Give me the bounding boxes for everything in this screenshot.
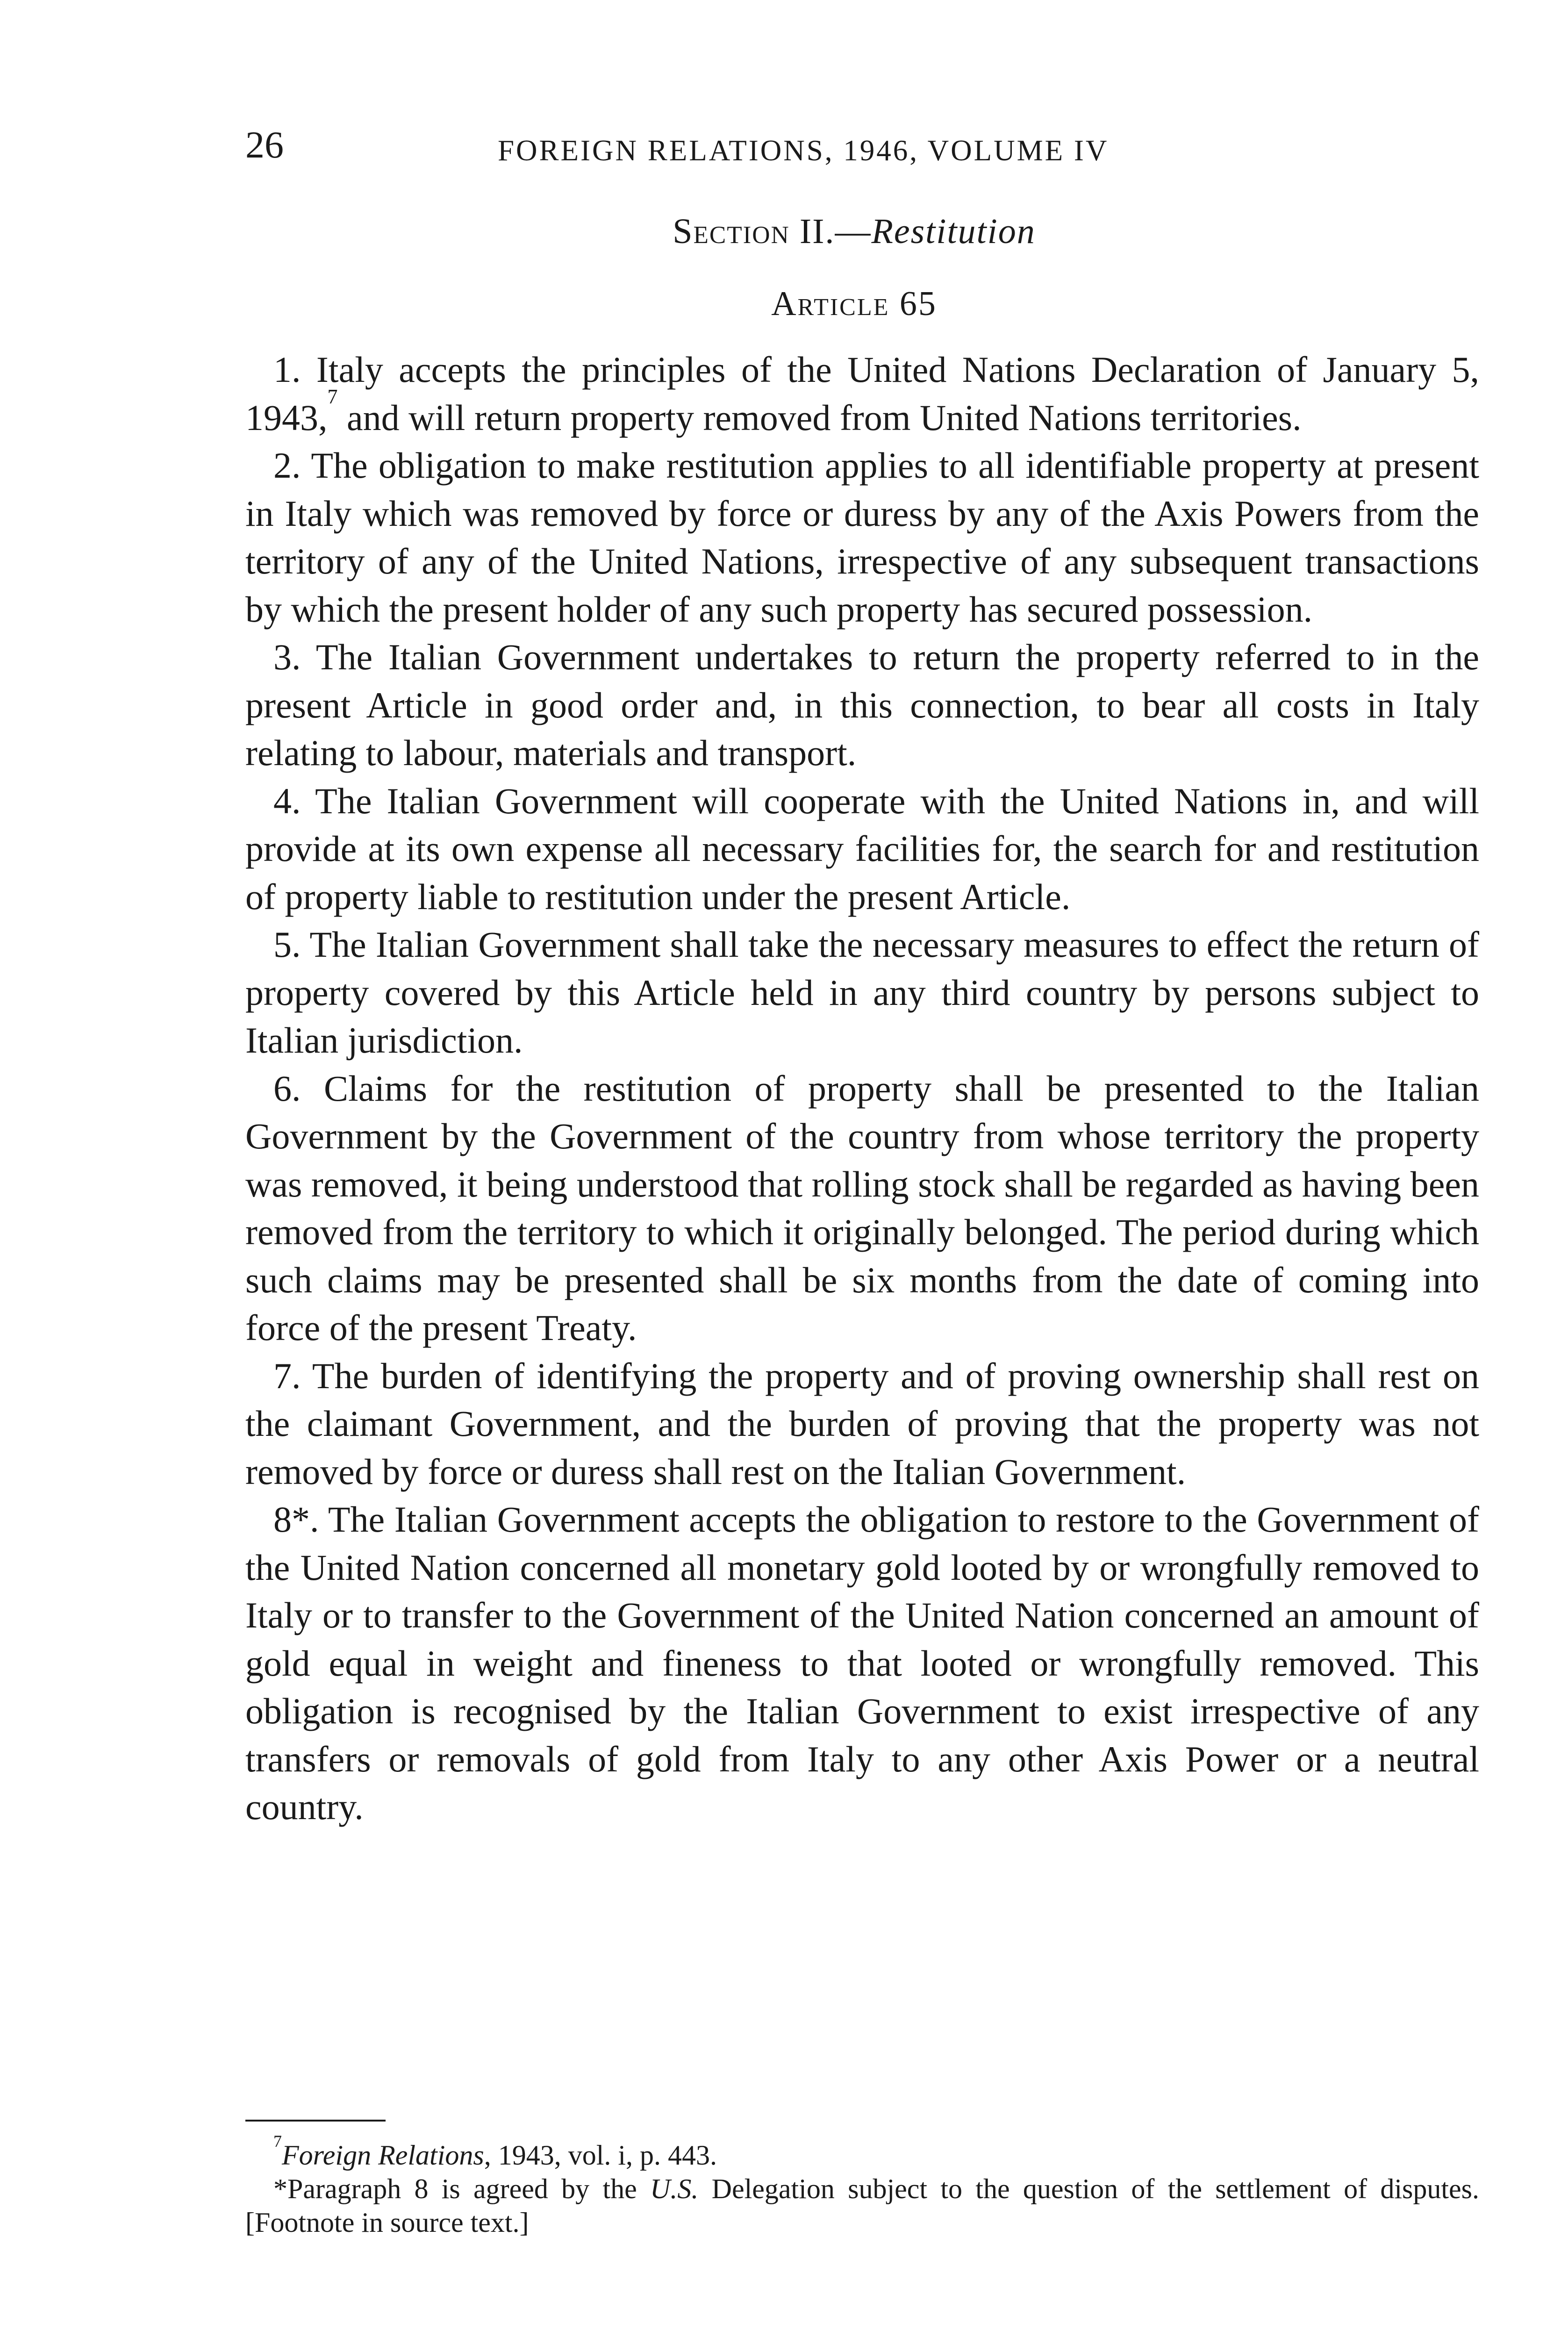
- paragraph-1-text-continued: and will return property removed from United Nations territories.: [337, 397, 1302, 438]
- footnote-star: [245, 2172, 1479, 2239]
- section-dash: —: [835, 212, 872, 251]
- paragraph-6: 6. Claims for the restitution of property shall be presented to the Italian Government by the Government of the country from whose territory the property was removed, it being understood that rolling stock shall be regarded as having been removed from the territory to which it originally belonged. The period during which such claims may be presented shall be six months from the date of coming into force of the present Treaty.: [245, 1068, 1479, 1348]
- footnote-star-us: U.S.: [650, 2173, 699, 2204]
- running-head: FOREIGN RELATIONS, 1946, VOLUME IV: [498, 134, 1109, 167]
- paragraph-7: 7. The burden of identifying the property and of proving ownership shall rest on the claimant Government, and the burden of proving that the property was not removed by force or duress shall rest on the Italian Government.: [245, 1355, 1479, 1492]
- footnote-star-text: *Paragraph 8 is agreed by the: [273, 2173, 651, 2204]
- paragraph-1-text: 1. Italy accepts the principles of the United Nations Declaration of January 5, 1943,: [245, 349, 1479, 438]
- article-heading: Article 65: [771, 285, 937, 323]
- paragraph-3: 3. The Italian Government undertakes to return the property referred to in the present Article in good order and, in this connection, to bear all costs in Italy relating to labour, materials and transport.: [245, 637, 1479, 773]
- footnote-star-text-continued: Delegation subject to the question of the settlement of disputes. [Footnote in source text.]: [245, 2173, 1480, 2238]
- article-body: [245, 346, 1479, 1831]
- page-header: [245, 122, 1479, 178]
- footnote-7-citation: , 1943, vol. i, p. 443.: [484, 2140, 717, 2171]
- paragraph-5: 5. The Italian Government shall take the necessary measures to effect the return of property covered by this Article held in any third country by persons subject to Italian jurisdiction.: [245, 924, 1479, 1061]
- footnotes: [245, 2132, 1480, 2239]
- footnote-divider: [245, 2120, 386, 2122]
- paragraph-1: [245, 346, 1479, 442]
- paragraph-8: 8*. The Italian Government accepts the obligation to restore to the Government of the United Nation concerned all monetary gold looted by or wrongfully removed to Italy or to transfer to the Government of the United Nation concerned an amount of gold equal in weight and fineness to that looted or wrongfully removed. This obligation is recognised by the Italian Government to exist irrespective of any transfers or removals of gold from Italy to any other Axis Power or a neutral country.: [245, 1499, 1479, 1827]
- footnote-ref-7: 7: [327, 385, 338, 408]
- section-label: Section II.: [673, 212, 835, 251]
- paragraph-4: 4. The Italian Government will cooperate with the United Nations in, and will provide at its own expense all necessary facilities for, the search for and restitution of property liable to restitution under the present Article.: [245, 780, 1479, 917]
- section-name: Restitution: [871, 212, 1036, 251]
- footnote-7-title: Foreign Relations: [282, 2140, 484, 2171]
- footnote-7-marker: 7: [273, 2132, 282, 2151]
- footnote-7: [245, 2132, 1479, 2172]
- paragraph-2: 2. The obligation to make restitution applies to all identifiable property at present in Italy which was removed by force or duress by any of the Axis Powers from the territory of any of the United Nations, irrespective of any subsequent transactions by which the present holder of any such property has secured possession.: [245, 445, 1479, 630]
- page-number: 26: [245, 123, 284, 166]
- section-heading: [0, 208, 1568, 255]
